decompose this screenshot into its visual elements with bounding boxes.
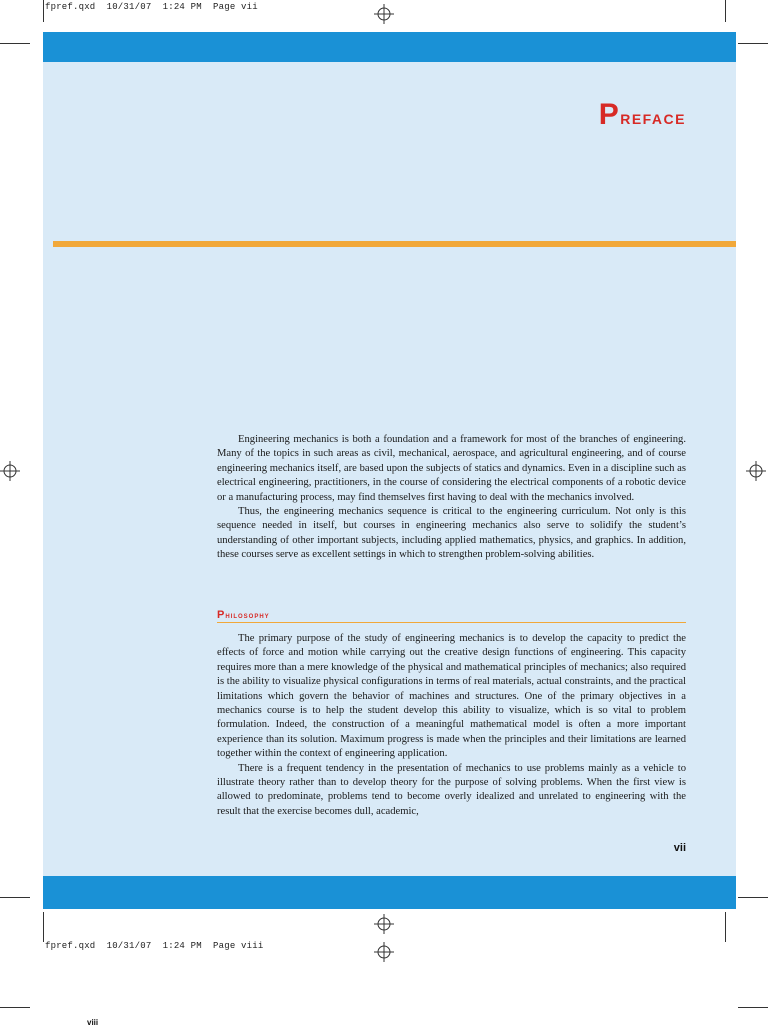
- crop-mark: [725, 0, 726, 22]
- crop-mark: [738, 1007, 768, 1008]
- paragraph: There is a frequent tendency in the presentation of mechanics to use problems mainly as a vehicle to illustrate theory rather than to develop theory for the purpose of solving problems. When the first view is allowed to predominate, problems tend to become overly idealized and unrelated to engineering with the result that the exercise becomes dull, academic,: [217, 762, 686, 817]
- paragraph: The primary purpose of the study of engineering mechanics is to develop the capacity to predict the effects of force and motion while carrying out the creative design functions of engineering. This capacity requires more than a mere knowledge of the physical and mathematical principles of mechanics; also required is the ability to visualize physical configurations in terms of real materials, actual constraints, and the practical limitations which govern the behavior of machines and structures. One of the primary objectives in a mechanics course is to help the student develop this ability to visualize, which is so vital to problem formulation. Indeed, the construction of a meaningful mathematical model is often a more important experience than its solution. Maximum progress is made when the principles and their limitations are learned together within the context of engineering application.: [217, 633, 686, 760]
- title-rule: [53, 241, 736, 247]
- section-heading: Philosophy: [217, 609, 686, 623]
- crop-mark: [43, 0, 44, 22]
- top-color-band: [43, 32, 736, 62]
- crop-mark: [0, 1007, 30, 1008]
- crop-mark: [43, 912, 44, 942]
- next-page-number: viii: [87, 1018, 99, 1027]
- slug-bottom: fpref.qxd 10/31/07 1:24 PM Page viii: [45, 941, 264, 951]
- book-page: [43, 32, 736, 909]
- crop-mark: [0, 43, 30, 44]
- crop-mark: [738, 43, 768, 44]
- registration-mark-icon: [374, 4, 394, 24]
- crop-mark: [725, 912, 726, 942]
- philosophy-text: [217, 632, 686, 819]
- page-number: vii: [673, 842, 686, 854]
- crop-mark: [0, 897, 30, 898]
- intro-text: [217, 433, 686, 563]
- bottom-color-band: [43, 876, 736, 909]
- slug-top: fpref.qxd 10/31/07 1:24 PM Page vii: [45, 2, 258, 12]
- registration-mark-icon: [746, 461, 766, 481]
- registration-mark-icon: [0, 461, 20, 481]
- paragraph: Thus, the engineering mechanics sequence is critical to the engineering curriculum. Not only is this sequence needed in itself, but courses in engineering mechanics also serve to solidify the student’s understanding of other important subjects, including applied mathematics, physics, and graphics. In addition, these courses serve as excellent settings in which to strengthen problem-solving abilities.: [217, 506, 686, 561]
- crop-mark: [738, 897, 768, 898]
- registration-mark-icon: [374, 914, 394, 934]
- paragraph: Engineering mechanics is both a foundation and a framework for most of the branches of engineering. Many of the topics in such areas as civil, mechanical, aerospace, and agricultural engineering, and of course engineering mechanics itself, are based upon the subjects of statics and dynamics. Even in a discipline such as electrical engineering, practitioners, in the course of considering the electrical components of a robotic device or a manufacturing process, may find themselves first having to deal with the mechanics involved.: [217, 434, 686, 503]
- page-title: Preface: [598, 98, 686, 131]
- registration-mark-icon: [374, 942, 394, 962]
